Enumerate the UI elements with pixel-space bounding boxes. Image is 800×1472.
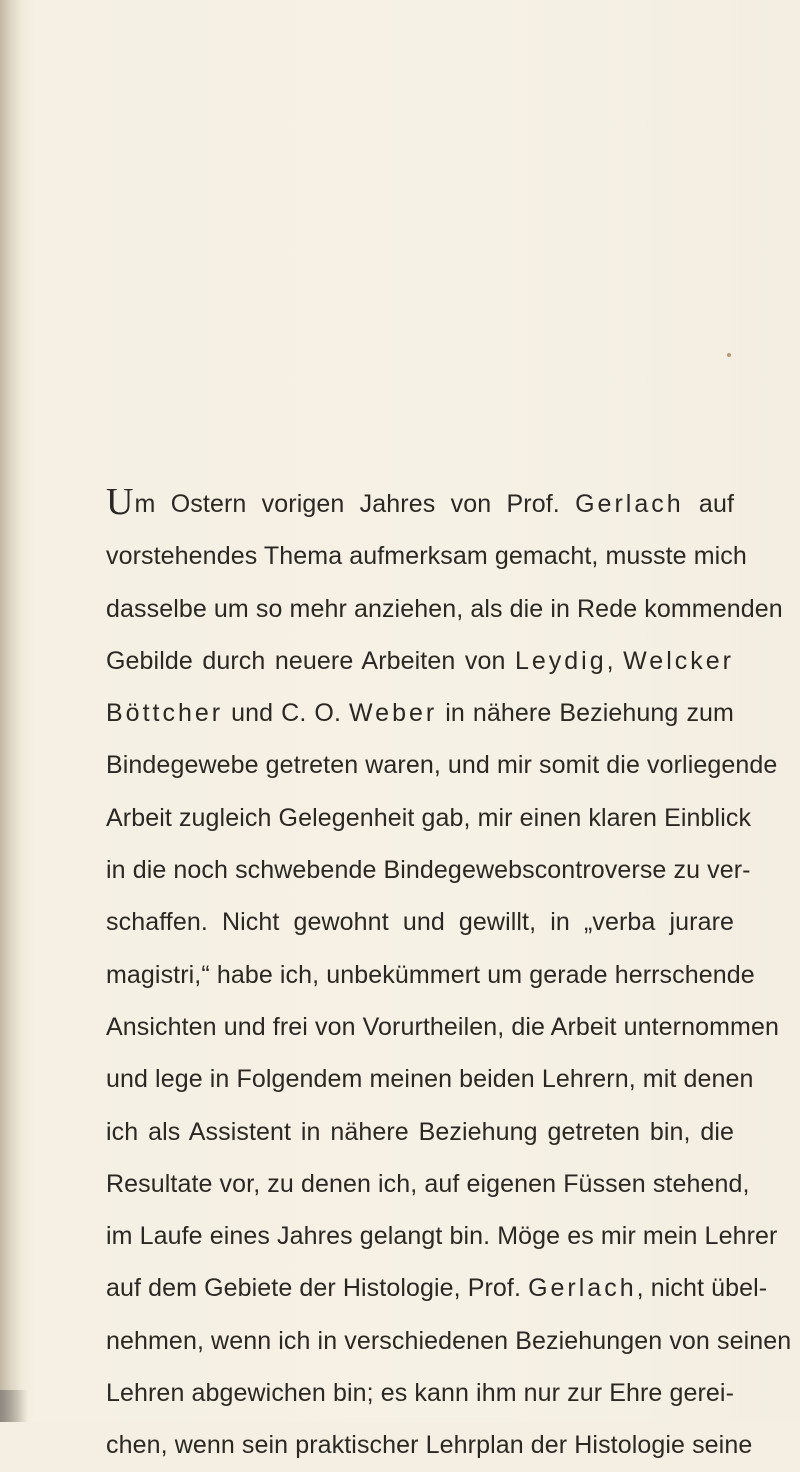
text-line <box>106 844 751 896</box>
text-run: Ansichten und frei von Vorurtheilen, die Arbeit unternommen <box>106 1012 779 1041</box>
text-line <box>106 949 755 1001</box>
spaced-name: Gerlach <box>528 1274 637 1303</box>
spaced-name: Leydig <box>514 646 607 675</box>
body-text <box>106 478 792 1472</box>
text-run: Lehren abgewichen bin; es kann ihm nur zur Ehre gerei- <box>106 1379 734 1408</box>
spaced-name: Gerlach <box>575 490 684 518</box>
text-run: Resultate vor, zu denen ich, auf eigenen Füssen stehend, <box>106 1169 750 1198</box>
ink-speck <box>727 353 731 357</box>
spaced-name: Böttcher <box>106 699 224 728</box>
text-line <box>106 792 752 844</box>
text-line <box>106 1315 792 1367</box>
text-line <box>106 1419 753 1471</box>
drop-capital: U <box>106 481 134 523</box>
text-run: Bindegewebe getreten waren, und mir somit die vorliegende <box>106 751 778 780</box>
text-line <box>106 1262 768 1314</box>
page-corner-shadow <box>0 1390 28 1422</box>
text-line <box>106 583 783 635</box>
text-run: in nähere Beziehung zum <box>437 699 734 728</box>
text-run: chen, wenn sein praktischer Lehrplan der Histologie seine <box>106 1431 753 1460</box>
text-line <box>106 1001 779 1053</box>
text-run: dasselbe um so mehr anziehen, als die in Rede kommenden <box>106 594 783 623</box>
text-run: im Laufe eines Jahres gelangt bin. Möge es mir mein Lehrer <box>106 1222 778 1251</box>
text-run: in die noch schwebende Bindegewebscontroverse zu ver- <box>106 856 751 885</box>
text-line <box>106 635 734 687</box>
spaced-name: Welcker <box>623 646 734 675</box>
text-run: vorstehendes Thema aufmerksam gemacht, musste mich <box>106 542 747 571</box>
text-run: ich als Assistent in nähere Beziehung getreten bin, die <box>106 1117 734 1146</box>
text-run: schaffen. Nicht gewohnt und gewillt, in „verba jurare <box>106 908 734 937</box>
text-run: und lege in Folgendem meinen beiden Lehrern, mit denen <box>106 1065 754 1094</box>
text-run: m Ostern vorigen Jahres von Prof. <box>134 490 576 518</box>
text-line <box>106 1210 778 1262</box>
page-edge-shadow <box>0 0 22 1422</box>
text-run: magistri,“ habe ich, unbekümmert um gerade herrschende <box>106 960 755 989</box>
text-run: Gebilde durch neuere Arbeiten von <box>106 646 515 675</box>
text-line <box>106 1053 754 1105</box>
text-line <box>106 1106 734 1158</box>
text-line <box>106 530 747 582</box>
text-line <box>106 1367 734 1419</box>
text-line <box>106 739 778 791</box>
text-run: auf dem Gebiete der Histologie, Prof. <box>106 1274 529 1303</box>
text-run: , <box>606 646 624 675</box>
text-line <box>106 1158 750 1210</box>
spaced-name: Weber <box>349 699 438 728</box>
text-line <box>106 896 734 948</box>
text-run: auf <box>683 490 734 518</box>
text-run: Arbeit zugleich Gelegenheit gab, mir einen klaren Einblick <box>106 803 752 832</box>
text-run: nehmen, wenn ich in verschiedenen Beziehungen von seinen <box>106 1326 792 1355</box>
text-line <box>106 478 734 530</box>
text-line <box>106 687 734 739</box>
text-run: , nicht übel- <box>636 1274 768 1303</box>
text-run: und C. O. <box>223 699 350 728</box>
